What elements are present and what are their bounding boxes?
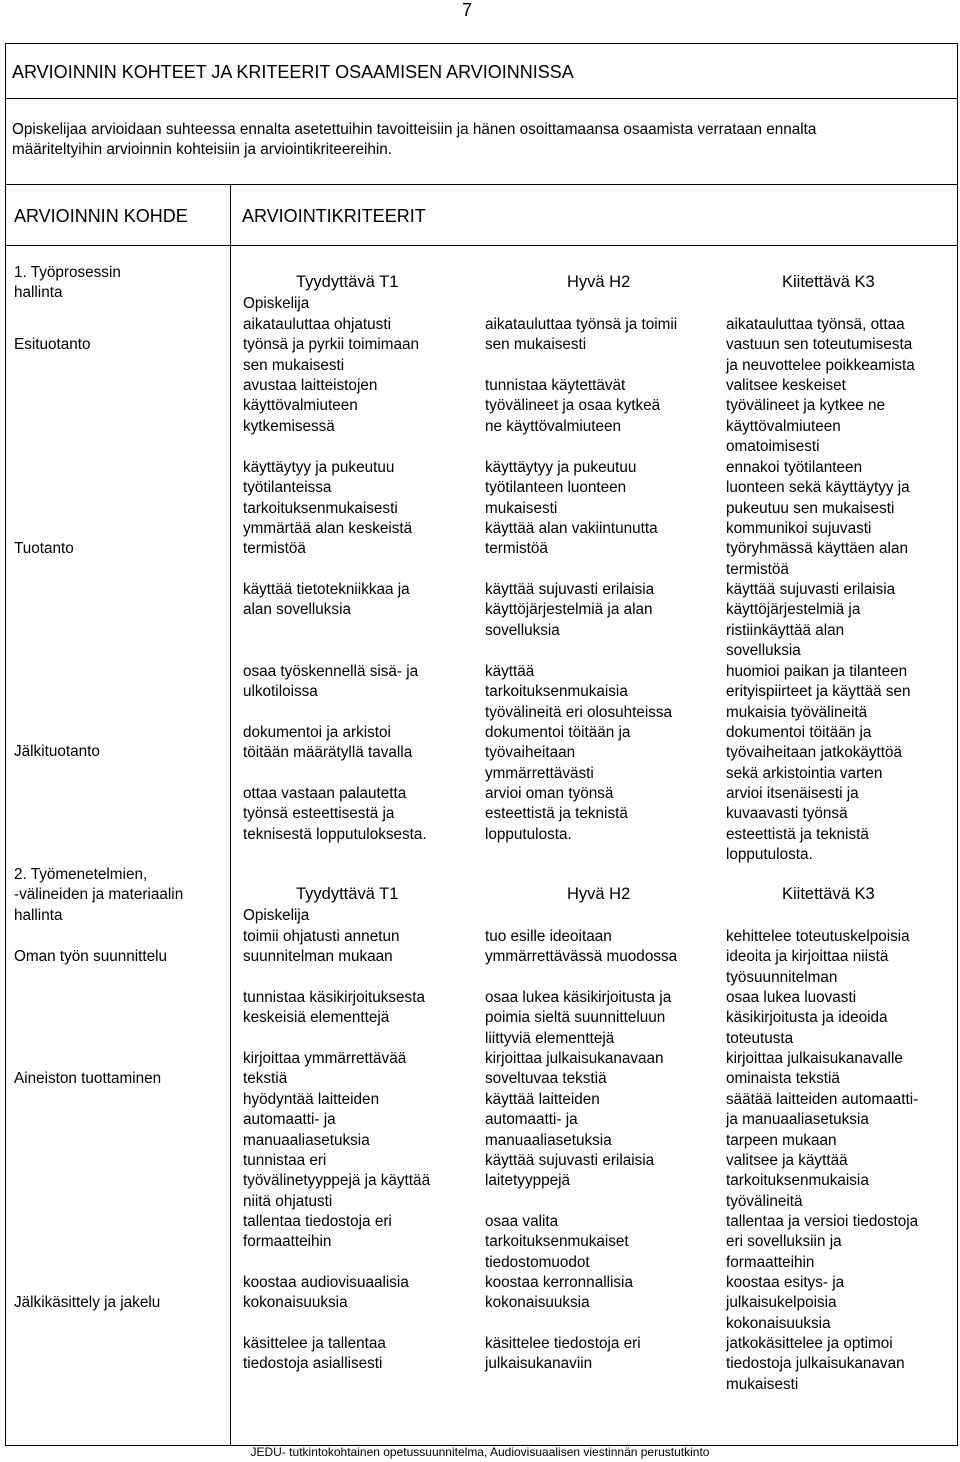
criteria-cell-t1: tunnistaa eri työvälinetyyppejä ja käyttää niitä ohjatusti (243, 1152, 431, 1210)
divider-title (6, 98, 957, 99)
criteria-cell-k3: kirjoittaa julkaisukanavalle ominaista tekstiä (726, 1050, 903, 1088)
criteria-cell-h2: käyttää tarkoituksenmukaisia työvälineitä eri olosuhteissa (485, 663, 673, 721)
criteria-cell-t1: toimii ohjatusti annetun suunnitelman mukaan (243, 928, 400, 966)
criteria-cell-h2: aikatauluttaa työnsä ja toimii sen mukaisesti (485, 316, 678, 354)
criteria-cell-h2: käyttää alan vakiintunutta termistöä (485, 520, 658, 558)
criteria-cell-k3: valitsee ja käyttää tarkoituksenmukaisia työvälineitä (726, 1152, 869, 1210)
criteria-cell-t1: käyttää tietotekniikkaa ja alan sovelluksia (243, 581, 410, 619)
criteria-cell-k3: osaa lukea luovasti käsikirjoitusta ja ideoida toteutusta (726, 989, 888, 1047)
criteria-cell-h2: koostaa kerronnallisia kokonaisuuksia (485, 1274, 633, 1312)
criteria-cell-h2: tuo esille ideoitaan ymmärrettävässä muodossa (485, 928, 678, 966)
criteria-cell-t1: dokumentoi ja arkistoi töitään määrätyllä tavalla (243, 724, 413, 762)
header-criteria: ARVIOINTIKRITEERIT (242, 206, 426, 226)
level-k3: Kiitettävä K3 (782, 885, 875, 903)
intro-text (12, 120, 952, 161)
level-h2: Hyvä H2 (567, 273, 631, 291)
criteria-cell-k3: käyttää sujuvasti erilaisia käyttöjärjestelmiä ja ristiinkäyttää alan sovelluksia (726, 581, 896, 660)
criteria-cell-t1: tunnistaa käsikirjoituksesta keskeisiä elementtejä (243, 989, 425, 1027)
criteria-cell-k3: tallentaa ja versioi tiedostoja eri sovelluksiin ja formaatteihin (726, 1213, 919, 1271)
criteria-cell-h2: käyttää sujuvasti erilaisia käyttöjärjestelmiä ja alan sovelluksia (485, 581, 655, 639)
level-t1: Tyydyttävä T1 (296, 885, 399, 903)
criteria-cell-t1: avustaa laitteistojen käyttövalmiuteen kytkemisessä (243, 377, 378, 435)
criteria-cell-k3: aikatauluttaa työnsä, ottaa vastuun sen toteutumisesta ja neuvottelee poikkeamista (726, 316, 915, 374)
divider-intro (6, 184, 957, 185)
section2-criteria (232, 882, 956, 1402)
criteria-cell-h2: käyttää sujuvasti erilaisia laitetyyppejä (485, 1152, 655, 1190)
criteria-cell-k3: valitsee keskeiset työvälineet ja kytkee ne käyttövalmiuteen omatoimisesti (726, 377, 886, 456)
criteria-cell-t1: käyttäytyy ja pukeutuu työtilanteissa tarkoituksenmukaisesti (243, 459, 398, 517)
phase-aineiston-tuottaminen: Aineiston tuottaminen (14, 1070, 162, 1087)
criteria-cell-t1: käsittelee ja tallentaa tiedostoja asiallisesti (243, 1335, 386, 1373)
criteria-cell-k3: huomioi paikan ja tilanteen erityispiirteet ja käyttää sen mukaisia työvälineitä (726, 663, 911, 721)
criteria-cell-k3: dokumentoi töitään ja työvaiheitaan jatkokäyttöä sekä arkistointia varten (726, 724, 903, 782)
page-number: 7 (462, 0, 473, 20)
criteria-cell-k3: kommunikoi sujuvasti työryhmässä käyttäen alan termistöä (726, 520, 908, 578)
criteria-cell-h2: arvioi oman työnsä esteettistä ja teknistä lopputulosta. (485, 785, 628, 843)
criteria-cell-t1: koostaa audiovisuaalisia kokonaisuuksia (243, 1274, 409, 1312)
page-title: ARVIOINNIN KOHTEET JA KRITEERIT OSAAMISEN ARVIOINNISSA (12, 62, 574, 82)
criteria-cell-h2: osaa lukea käsikirjoitusta ja poimia sieltä suunnitteluun liittyviä elementtejä (485, 989, 672, 1047)
criteria-cell-t1: ottaa vastaan palautetta työnsä esteettisestä ja teknisestä lopputuloksesta. (243, 785, 427, 843)
criteria-cell-h2: kirjoittaa julkaisukanavaan soveltuvaa tekstiä (485, 1050, 664, 1088)
criteria-cell-t1: ymmärtää alan keskeistä termistöä (243, 520, 413, 558)
divider-headers (6, 245, 957, 246)
criteria-cell-h2: osaa valita tarkoituksenmukaiset tiedostomuodot (485, 1213, 629, 1271)
criteria-cell-t1: hyödyntää laitteiden automaatti- ja manuaaliasetuksia (243, 1091, 380, 1149)
level-t1: Tyydyttävä T1 (296, 273, 399, 291)
criteria-cell-h2: dokumentoi töitään ja työvaiheitaan ymmärrettävästi (485, 724, 631, 782)
student-label: Opiskelija (243, 907, 310, 924)
level-header-row (232, 270, 956, 294)
level-k3: Kiitettävä K3 (782, 273, 875, 291)
criteria-cell-t1: osaa työskennellä sisä- ja ulkotiloissa (243, 663, 419, 701)
section2-title: 2. Työmenetelmien, -välineiden ja materiaalin hallinta (14, 866, 184, 924)
criteria-cell-k3: ennakoi työtilanteen luonteen sekä käyttäytyy ja pukeutuu sen mukaisesti (726, 459, 910, 517)
divider-columns (230, 185, 231, 1446)
criteria-cell-k3: koostaa esitys- ja julkaisukelpoisia kokonaisuuksia (726, 1274, 845, 1332)
phase-jalkikasittely-ja-jakelu: Jälkikäsittely ja jakelu (14, 1294, 161, 1311)
intro-line: Opiskelijaa arvioidaan suhteessa ennalta asetettuihin tavoitteisiin ja hänen osoittamaansa osaamista verrataan ennalta (12, 121, 817, 138)
criteria-cell-k3: jatkokäsittelee ja optimoi tiedostoja julkaisukanavan mukaisesti (726, 1335, 905, 1393)
section1-criteria (232, 270, 956, 862)
section1-title: 1. Työprosessin hallinta (14, 264, 121, 302)
criteria-cell-h2: käyttäytyy ja pukeutuu työtilanteen luonteen mukaisesti (485, 459, 637, 517)
criteria-cell-h2: käyttää laitteiden automaatti- ja manuaaliasetuksia (485, 1091, 612, 1149)
header-target: ARVIOINNIN KOHDE (14, 206, 188, 226)
criteria-cell-h2: tunnistaa käytettävät työvälineet ja osaa kytkeä ne käyttövalmiuteen (485, 377, 661, 435)
criteria-cell-t1: aikatauluttaa ohjatusti työnsä ja pyrkii toimimaan sen mukaisesti (243, 316, 419, 374)
page-footer: JEDU- tutkintokohtainen opetussuunnitelma, Audiovisuaalisen viestinnän perustutkinto (250, 1445, 710, 1459)
level-header-row (232, 882, 956, 906)
phase-jalkituotanto: Jälkituotanto (14, 743, 100, 760)
criteria-cell-k3: säätää laitteiden automaatti- ja manuaaliasetuksia tarpeen mukaan (726, 1091, 919, 1149)
criteria-cell-t1: tallentaa tiedostoja eri formaatteihin (243, 1213, 392, 1251)
student-label: Opiskelija (243, 295, 310, 312)
phase-esituotanto: Esituotanto (14, 336, 91, 353)
intro-line: määriteltyihin arvioinnin kohteisiin ja arviointikriteereihin. (12, 141, 393, 159)
criteria-cell-h2: käsittelee tiedostoja eri julkaisukanaviin (485, 1335, 641, 1373)
criteria-cell-k3: kehittelee toteutuskelpoisia ideoita ja kirjoittaa niistä työsuunnitelman (726, 928, 910, 986)
level-h2: Hyvä H2 (567, 885, 631, 903)
phase-oman-tyon-suunnittelu: Oman työn suunnittelu (14, 948, 168, 965)
criteria-cell-k3: arvioi itsenäisesti ja kuvaavasti työnsä esteettistä ja teknistä lopputulosta. (726, 785, 869, 864)
criteria-cell-t1: kirjoittaa ymmärrettävää tekstiä (243, 1050, 407, 1088)
phase-tuotanto: Tuotanto (14, 540, 74, 557)
